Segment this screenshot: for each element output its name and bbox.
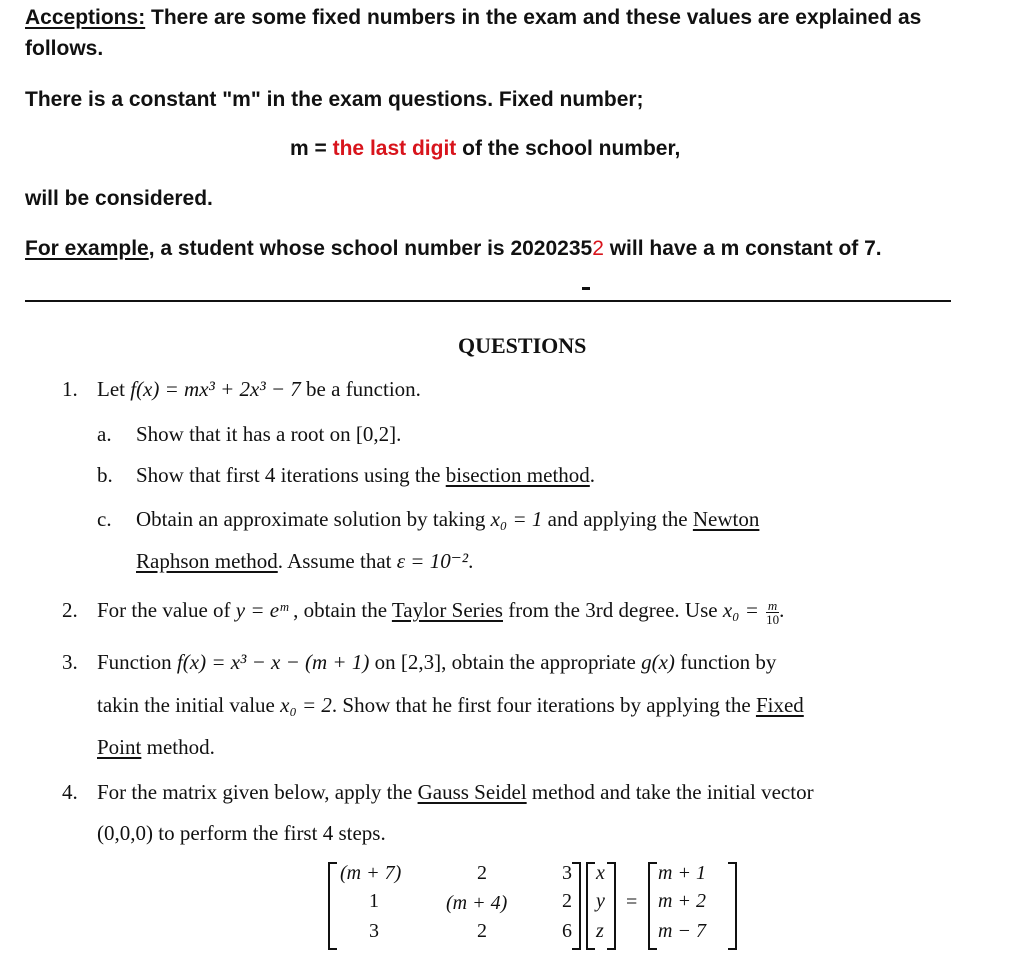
acceptions-label: Acceptions: xyxy=(25,6,146,29)
q2-text xyxy=(97,598,784,626)
q2-post: from the 3rd degree. Use xyxy=(502,598,723,622)
q3-post: on [2,3], obtain the appropriate xyxy=(369,650,642,674)
matrix-a-cell: 6 xyxy=(562,920,572,942)
q1c-assume: . Assume that xyxy=(277,549,397,573)
q2-expr: y = eᵐ xyxy=(235,598,288,622)
formula-m: m = xyxy=(290,137,333,160)
q1a-text: Show that it has a root on [0,2]. xyxy=(136,422,402,446)
q1b-label: b. xyxy=(97,463,113,487)
q4-line1 xyxy=(97,780,814,805)
formula-rest: of the school number, xyxy=(456,137,681,160)
matrix-a-cell: 2 xyxy=(477,862,487,884)
q3-line2-pre: takin the initial value xyxy=(97,693,281,717)
matrix-a-cell: 3 xyxy=(369,920,379,942)
matrix-a-cell: 2 xyxy=(562,890,572,912)
q1c-x0: x₀ = 1 xyxy=(490,507,543,531)
equals-sign: = xyxy=(626,891,638,913)
q2-mid: , obtain the xyxy=(287,598,392,622)
example-line xyxy=(25,237,882,261)
q3-pre: Function xyxy=(97,650,177,674)
example-digit: 2 xyxy=(592,237,604,260)
vector-b-left-bracket xyxy=(648,862,657,950)
q3-link2: Point xyxy=(97,735,142,759)
example-text-2: will have a m constant of 7. xyxy=(603,237,882,260)
q3-end: function by xyxy=(674,650,777,674)
vector-b-right-bracket xyxy=(728,862,737,950)
q2-fraction xyxy=(766,599,779,626)
vector-b-cell: m − 7 xyxy=(658,920,706,942)
q1c-link1: Newton xyxy=(692,507,760,531)
considered-line: will be considered. xyxy=(25,187,213,210)
matrix-equation xyxy=(328,862,748,948)
matrix-a-cell: (m + 7) xyxy=(340,862,402,884)
q2-x0: x₀ = xyxy=(722,598,765,622)
q2-frac-num: m xyxy=(767,597,778,613)
q3-gx: g(x) xyxy=(641,650,675,674)
q4-post: method and take the initial vector xyxy=(526,780,814,804)
q4-number: 4. xyxy=(62,780,78,804)
q1c-end: . xyxy=(468,549,474,573)
q2-end: . xyxy=(779,598,785,622)
q3-line3 xyxy=(97,735,215,760)
q1b-pre: Show that first 4 iterations using the xyxy=(136,463,446,487)
q3-line3-post: method. xyxy=(141,735,215,759)
acceptions-line xyxy=(25,6,921,30)
q3-line2 xyxy=(97,693,804,718)
q4-pre: For the matrix given below, apply the xyxy=(97,780,418,804)
questions-title: QUESTIONS xyxy=(458,333,587,358)
matrix-a-cell: 2 xyxy=(477,920,487,942)
q1c-line2 xyxy=(136,549,473,574)
divider xyxy=(25,300,951,302)
vector-x-cell: x xyxy=(596,862,605,884)
example-text-1: , a student whose school number is 2020235 xyxy=(148,237,593,260)
q3-x0: x₀ = 2 xyxy=(280,693,332,717)
constant-line: There is a constant "m" in the exam questions. Fixed number; xyxy=(25,88,644,111)
matrix-a-cell: (m + 4) xyxy=(446,892,508,914)
q1-pre: Let xyxy=(97,377,131,401)
formula-line xyxy=(290,137,680,161)
q1c-eps: ε = 10⁻² xyxy=(396,549,469,573)
q1-post: be a function. xyxy=(300,377,421,401)
q3-number: 3. xyxy=(62,650,78,674)
q4-line2: (0,0,0) to perform the first 4 steps. xyxy=(97,821,386,845)
vector-b-cell: m + 1 xyxy=(658,862,706,884)
q1-func: f(x) = mx³ + 2x³ − 7 xyxy=(130,377,301,401)
q1-number: 1. xyxy=(62,377,78,401)
acceptions-text: There are some fixed numbers in the exam and these values are explained as xyxy=(145,6,922,29)
vector-x-right-bracket xyxy=(607,862,616,950)
q1b-text xyxy=(136,463,595,488)
q2-frac-den: 10 xyxy=(766,611,780,627)
matrix-a-right-bracket xyxy=(572,862,581,950)
vector-x-cell: z xyxy=(596,920,604,942)
q2-pre: For the value of xyxy=(97,598,236,622)
q2-link: Taylor Series xyxy=(391,598,503,622)
q3-line2-post: . Show that he first four iterations by applying the xyxy=(331,693,756,717)
q1a-label: a. xyxy=(97,422,112,446)
vector-x-cell: y xyxy=(596,890,605,912)
matrix-a-left-bracket xyxy=(328,862,337,950)
q3-line1 xyxy=(97,650,776,675)
q3-link1: Fixed xyxy=(755,693,804,717)
q1c-line1 xyxy=(136,507,759,532)
q1c-mid: and applying the xyxy=(542,507,693,531)
q1b-post: . xyxy=(589,463,596,487)
q1-text xyxy=(97,377,421,402)
q1c-label: c. xyxy=(97,507,112,531)
matrix-a-cell: 1 xyxy=(369,890,379,912)
dash-mark xyxy=(582,287,590,290)
q1b-link: bisection method xyxy=(445,463,590,487)
q1c-link2: Raphson method xyxy=(136,549,278,573)
formula-highlight: the last digit xyxy=(332,137,457,160)
q4-link: Gauss Seidel xyxy=(417,780,527,804)
matrix-a-cell: 3 xyxy=(562,862,572,884)
q1c-pre: Obtain an approximate solution by taking xyxy=(136,507,491,531)
example-label: For example xyxy=(25,237,149,260)
vector-x-left-bracket xyxy=(586,862,595,950)
vector-b-cell: m + 2 xyxy=(658,890,706,912)
q2-number: 2. xyxy=(62,598,78,622)
q3-expr: f(x) = x³ − x − (m + 1) xyxy=(176,650,370,674)
acceptions-text-2: follows. xyxy=(25,37,104,60)
